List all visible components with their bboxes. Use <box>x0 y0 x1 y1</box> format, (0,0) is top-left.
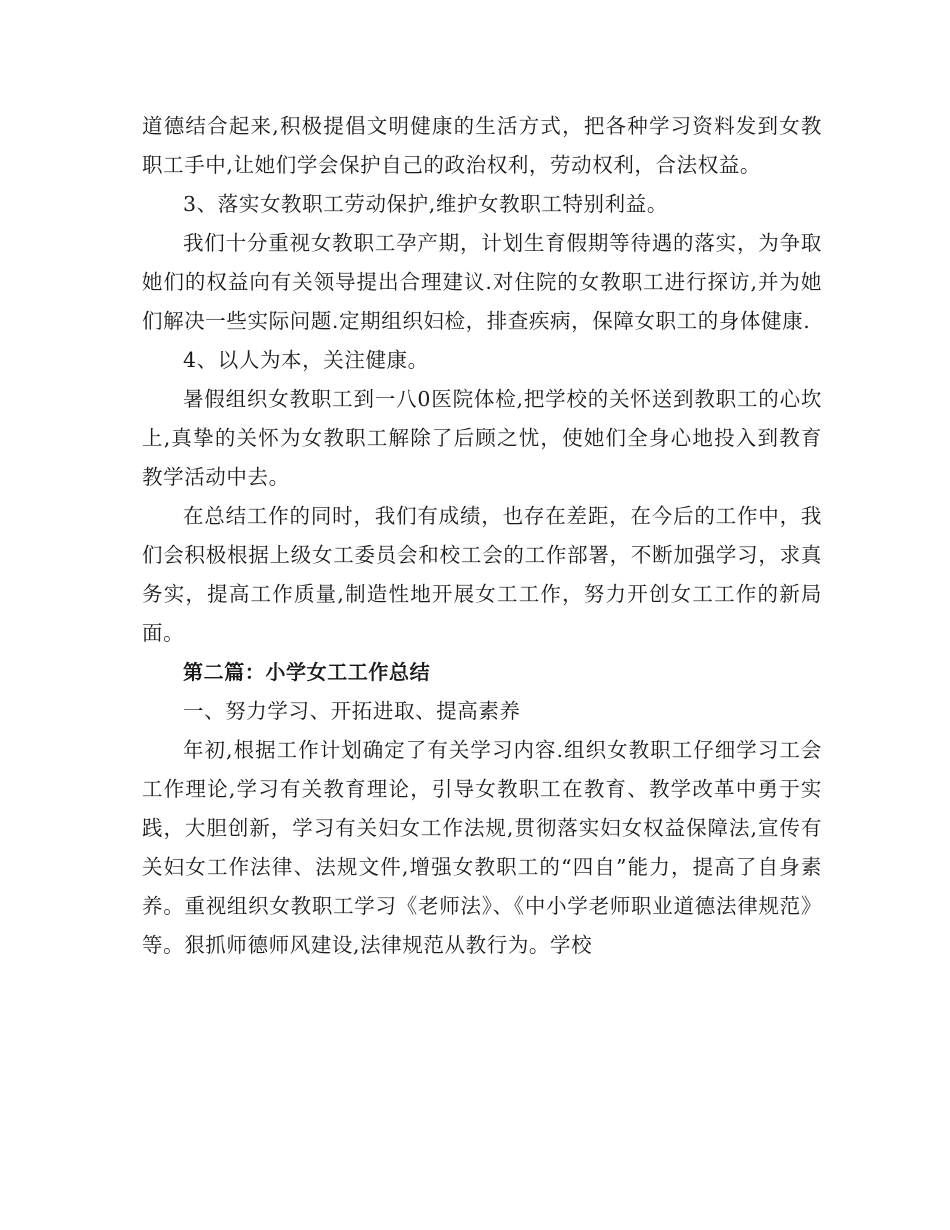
document-body <box>142 107 822 965</box>
paragraph-study: 年初,根据工作计划确定了有关学习内容.组织女教职工仔细学习工会工作理论,学习有关教育理论，引导女教职工在教育、教学改革中勇于实践，大胆创新，学习有关妇女工作法规,贯彻落实妇女权益保障法,宣传有关妇女工作法律、法规文件,增强女教职工的“四自”能力，提高了自身素养。重视组织女教职工学习《老师法》、《中小学老师职业道德法律规范》等。狠抓师德师风建设,法律规范从教行为。学校 <box>142 738 822 957</box>
chapter-heading: 第二篇：小学女工工作总结 <box>183 660 431 684</box>
paragraph-summary: 在总结工作的同时，我们有成绩，也存在差距，在今后的工作中，我们会积极根据上级女工委员会和校工会的工作部署，不断加强学习，求真务实，提高工作质量,制造性地开展女工工作，努力开创女工工作的新局面。 <box>142 504 822 645</box>
paragraph-continuation: 道德结合起来,积极提倡文明健康的生活方式，把各种学习资料发到女教职工手中,让她们学会保护自己的政治权利，劳动权利，合法权益。 <box>142 114 822 177</box>
paragraph-health-check: 暑假组织女教职工到一八0医院体检,把学校的关怀送到教职工的心坎上,真挚的关怀为女教职工解除了后顾之忧，使她们全身心地投入到教育教学活动中去。 <box>142 387 822 489</box>
section-item-3: 3、落实女教职工劳动保护,维护女教职工特别利益。 <box>183 192 668 216</box>
section-heading-1: 一、努力学习、开拓进取、提高素养 <box>183 699 521 723</box>
section-item-4: 4、以人为本，关注健康。 <box>183 348 429 372</box>
paragraph-maternity-protection: 我们十分重视女教职工孕产期，计划生育假期等待遇的落实，为争取她们的权益向有关领导提出合理建议.对住院的女教职工进行探访,并为她们解决一些实际问题.定期组织妇检，排查疾病，保障女职工的身体健康. <box>142 231 822 333</box>
